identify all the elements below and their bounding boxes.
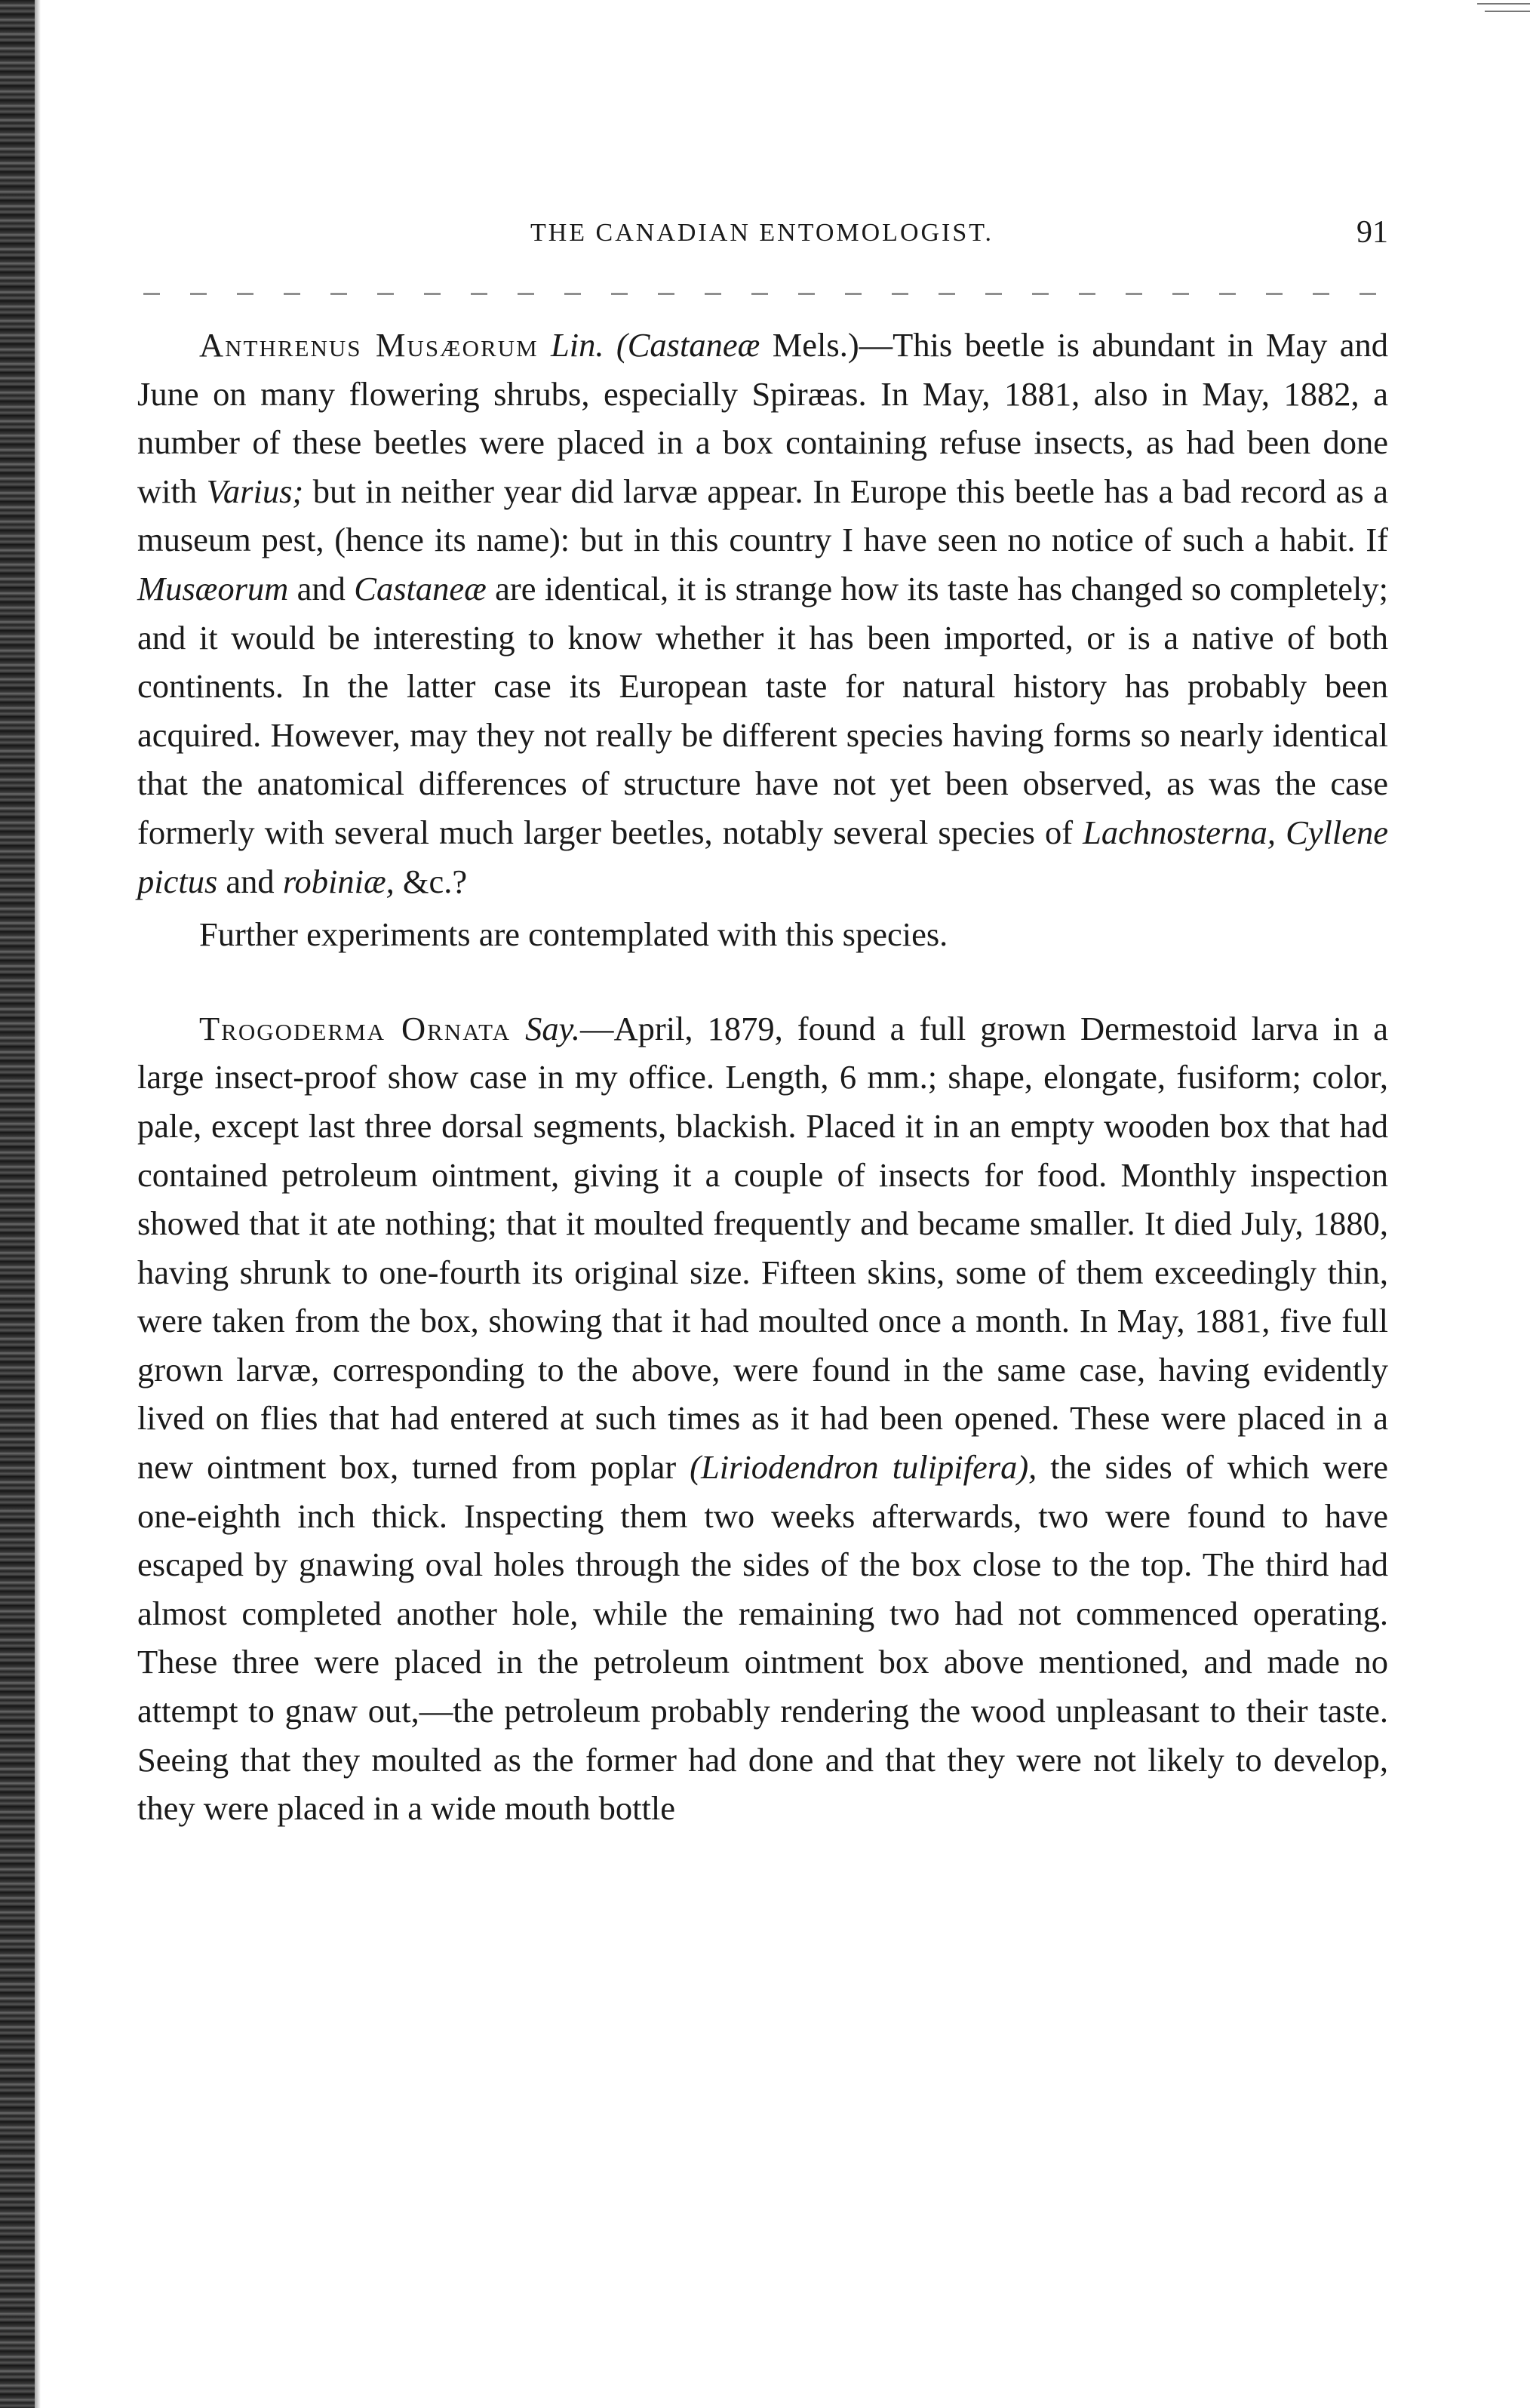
body-text xyxy=(137,321,1388,1833)
species-name: Anthrenus Musæorum xyxy=(199,326,539,364)
header-rule xyxy=(143,293,1381,295)
synonym-author: Mels.) xyxy=(772,326,859,364)
italic-term: (Liriodendron tulipifera), xyxy=(690,1448,1037,1487)
text-run: —April, 1879, found a full grown Dermestoid larva in a large insect-proof show case in my office. Length, 6 mm.; shape, elongate, fusiform; color, pale, except last three dorsal segments, blackish. Placed it in an empty wooden box that had contained petroleum ointment, giving it a couple of insects for food. Monthly inspection showed that it ate nothing; that it moulted frequently and became smaller. It died July, 1880, having shrunk to one-fourth its original size. Fifteen skins, some of them exceedingly thin, were taken from the box, showing that it had moulted once a month. In May, 1881, five full grown larvæ, corresponding to the above, were found in the same case, having evidently lived on flies that had entered at such times as it had been opened. These were placed in a new ointment box, turned from poplar xyxy=(137,1009,1389,1487)
page-header xyxy=(136,215,1388,264)
species-name: Trogoderma Ornata xyxy=(199,1009,512,1047)
paragraph-further-experiments: Further experiments are contemplated with this species. xyxy=(199,915,948,954)
text-run: and xyxy=(226,862,275,900)
italic-term: robiniæ, xyxy=(282,862,395,900)
paragraph-anthrenus xyxy=(137,321,1388,906)
paragraph-trogoderma xyxy=(137,1004,1388,1833)
text-run: and xyxy=(296,569,346,607)
corner-rule xyxy=(1485,11,1530,12)
italic-term: Lachnosterna, xyxy=(1083,813,1276,851)
text-run: &c.? xyxy=(402,862,468,900)
text-run: are identical, it is strange how its taste has changed so completely; and it would be interesting to know whether it has been imported, or is a native of both continents. In the latter case its European taste for natural history has probably been acquired. However, may they not really be different species having forms so nearly identical that the anatomical differences of structure have not yet been observed, as was the case formerly with several much larger beetles, notably several species of xyxy=(137,569,1389,851)
text-run: but in neither year did larvæ appear. In Europe this beetle has a bad record as a museum pest, (hence its name): but in this country I have seen no notice of such a habit. If xyxy=(137,472,1388,559)
text-run: —This beetle is abundant in May and June on many flowering shrubs, especially Spiræas. In May, 1881, also in May, 1882, a number of these beetles were placed in a box containing refuse insects, as had been done with xyxy=(137,326,1389,510)
italic-term: Varius; xyxy=(206,472,304,510)
author-abbrev: Lin. xyxy=(551,326,604,364)
synonym: (Castaneæ xyxy=(616,326,760,364)
page-number: 91 xyxy=(1356,215,1388,250)
author-abbrev: Say. xyxy=(525,1009,580,1047)
italic-term: Castaneæ xyxy=(354,569,487,607)
italic-term: Musæorum xyxy=(137,569,289,607)
italic-term: Cyllene pictus xyxy=(137,813,1388,900)
text-run: the sides of which were one-eighth inch thick. Inspecting them two weeks afterwards, two were found to have escaped by gnawing oval holes through the sides of the box close to the top. The third had almost completed another hole, while the remaining two had not commenced operating. These three were placed in the petroleum ointment box above mentioned, and made no attempt to gnaw out,—the petroleum probably rendering the wood unpleasant to their taste. Seeing that they moulted as the former had done and that they were not likely to develop, they were placed in a wide mouth bottle xyxy=(137,1448,1388,1828)
running-title: THE CANADIAN ENTOMOLOGIST. xyxy=(530,219,994,247)
corner-rule xyxy=(1477,3,1530,5)
page-binding-edge xyxy=(0,0,35,2408)
